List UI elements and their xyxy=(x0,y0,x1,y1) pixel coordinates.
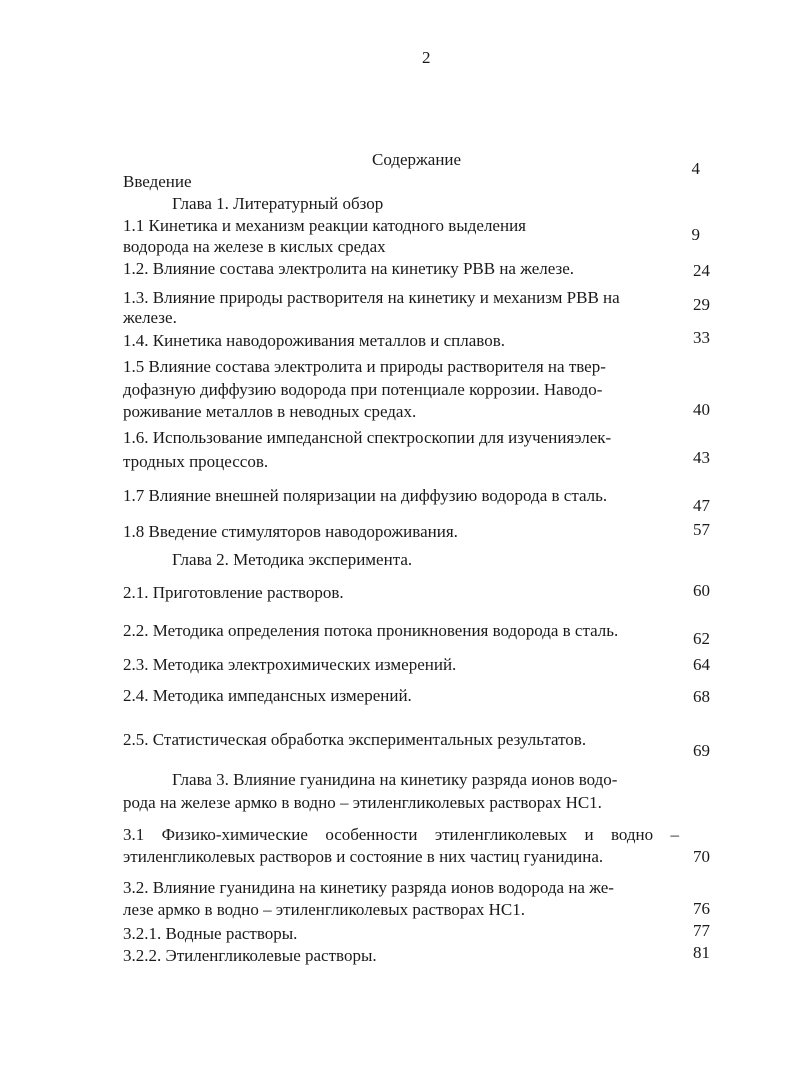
toc-entry-1-7: 1.7 Влияние внешней поляризации на диффузию водорода в сталь. xyxy=(123,486,608,505)
toc-entry-2-2: 2.2. Методика определения потока проникновения водорода в сталь. xyxy=(123,621,619,640)
toc-entry-3-2-cont: лезе армко в водно – этиленгликолевых растворах НС1. xyxy=(123,900,526,919)
toc-page-2-4: 68 xyxy=(693,687,710,706)
toc-entry-1-1: 1.1 Кинетика и механизм реакции катодного выделения xyxy=(123,216,526,235)
toc-page-1-1: 9 xyxy=(691,225,700,244)
toc-chapter-2: Глава 2. Методика эксперимента. xyxy=(172,550,413,569)
toc-chapter-3: Глава 3. Влияние гуанидина на кинетику разряда ионов водо- xyxy=(172,770,618,789)
toc-entry-1-6: 1.6. Использование импедансной спектроскопии для изученияэлек- xyxy=(123,428,612,447)
toc-entry-3-1: 3.1 Физико-химические особенности этиленгликолевых и водно – xyxy=(123,825,679,844)
toc-entry-2-3: 2.3. Методика электрохимических измерений. xyxy=(123,655,457,674)
toc-entry-1-8: 1.8 Введение стимуляторов наводороживания. xyxy=(123,522,458,541)
toc-entry-2-1: 2.1. Приготовление растворов. xyxy=(123,583,344,602)
toc-entry-intro: Введение xyxy=(123,172,192,191)
toc-page-1-3: 29 xyxy=(693,295,710,314)
toc-entry-1-5: 1.5 Влияние состава электролита и природы растворителя на твер- xyxy=(123,357,606,376)
toc-page-3-2-1: 77 xyxy=(693,921,710,940)
toc-entry-1-4: 1.4. Кинетика наводороживания металлов и сплавов. xyxy=(123,331,505,350)
toc-chapter-1: Глава 1. Литературный обзор xyxy=(172,194,384,213)
toc-entry-1-2: 1.2. Влияние состава электролита на кинетику РВВ на железе. xyxy=(123,259,575,278)
toc-entry-3-1-cont: этиленгликолевых растворов и состояние в них частиц гуанидина. xyxy=(123,847,604,866)
toc-page-1-7: 47 xyxy=(693,496,710,515)
toc-entry-1-3-cont: железе. xyxy=(123,308,177,327)
toc-page-1-8: 57 xyxy=(693,520,710,539)
toc-page-3-1: 70 xyxy=(693,847,710,866)
toc-title: Содержание xyxy=(372,150,462,169)
toc-entry-1-5-cont2: роживание металлов в неводных средах. xyxy=(123,402,417,421)
toc-chapter-3-cont: рода на железе армко в водно – этиленгликолевых растворах НС1. xyxy=(123,793,602,812)
toc-entry-3-2-2: 3.2.2. Этиленгликолевые растворы. xyxy=(123,946,377,965)
page-number: 2 xyxy=(422,48,431,67)
toc-entry-2-5: 2.5. Статистическая обработка экспериментальных результатов. xyxy=(123,730,587,749)
toc-page-2-3: 64 xyxy=(693,655,710,674)
toc-entry-1-1-cont: водорода на железе в кислых средах xyxy=(123,237,386,256)
toc-page-2-2: 62 xyxy=(693,629,710,648)
toc-page-3-2-2: 81 xyxy=(693,943,710,962)
toc-page-intro: 4 xyxy=(691,159,700,178)
toc-page-2-5: 69 xyxy=(693,741,710,760)
toc-page-1-6: 43 xyxy=(693,448,710,467)
toc-entry-2-4: 2.4. Методика импедансных измерений. xyxy=(123,686,412,705)
toc-page-1-5: 40 xyxy=(693,400,710,419)
toc-page-2-1: 60 xyxy=(693,581,710,600)
toc-entry-1-5-cont1: дофазную диффузию водорода при потенциале коррозии. Наводо- xyxy=(123,380,603,399)
toc-page-1-4: 33 xyxy=(693,328,710,347)
toc-entry-1-6-cont: тродных процессов. xyxy=(123,452,269,471)
toc-page-1-2: 24 xyxy=(693,261,710,280)
toc-entry-3-2-1: 3.2.1. Водные растворы. xyxy=(123,924,298,943)
toc-page-3-2: 76 xyxy=(693,899,710,918)
toc-entry-3-2: 3.2. Влияние гуанидина на кинетику разряда ионов водорода на же- xyxy=(123,878,614,897)
toc-entry-1-3: 1.3. Влияние природы растворителя на кинетику и механизм РВВ на xyxy=(123,288,620,307)
